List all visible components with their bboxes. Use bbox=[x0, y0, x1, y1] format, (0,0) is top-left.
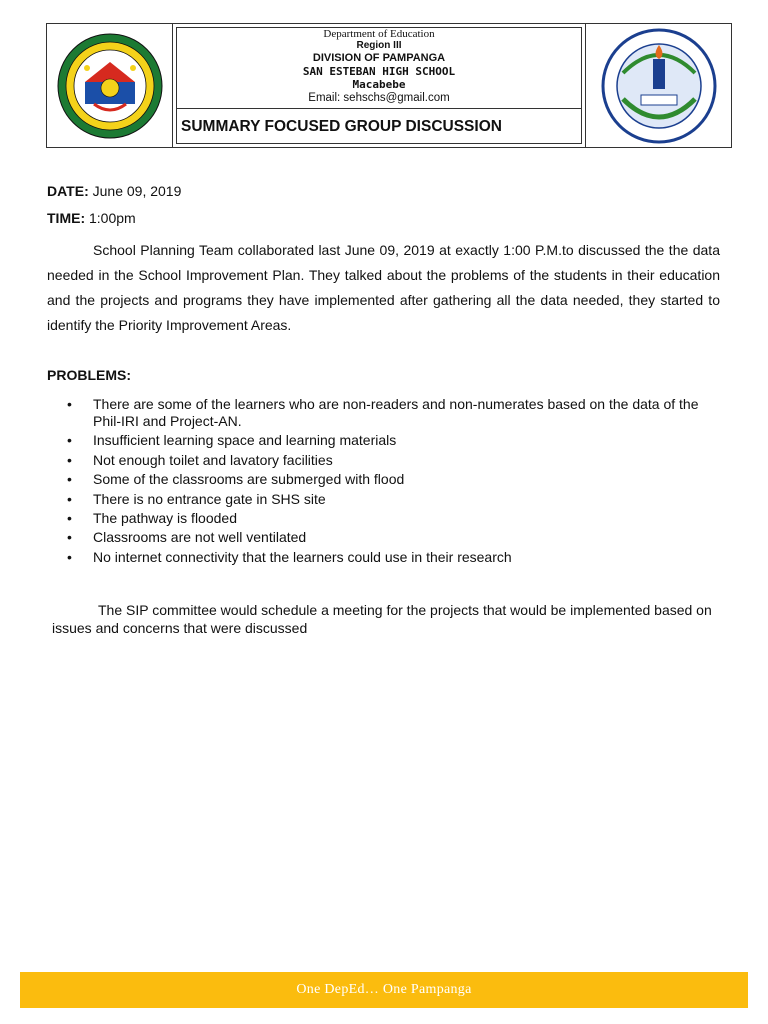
email-address: Email: sehschs@gmail.com bbox=[308, 92, 450, 104]
date-value: June 09, 2019 bbox=[92, 183, 182, 199]
bullet-icon: • bbox=[67, 490, 72, 507]
footer-slogan: One DepEd… One Pampanga bbox=[296, 982, 472, 997]
problem-text: No internet connectivity that the learners could use in their research bbox=[93, 548, 512, 565]
closing-paragraph: The SIP committee would schedule a meeting for the projects that would be implemented based on issues and concerns that were discussed bbox=[52, 602, 712, 636]
school-name: SAN ESTEBAN HIGH SCHOOL bbox=[302, 65, 456, 78]
region-name: Region III bbox=[356, 40, 402, 51]
problems-heading: PROBLEMS: bbox=[47, 367, 131, 383]
division-name: DIVISION OF PAMPANGA bbox=[312, 52, 446, 64]
list-item bbox=[47, 396, 727, 430]
list-item bbox=[47, 510, 727, 527]
list-item bbox=[47, 452, 727, 469]
town-name: Macabebe bbox=[352, 78, 406, 91]
list-item bbox=[47, 529, 727, 546]
san-esteban-school-seal-icon bbox=[598, 27, 720, 145]
right-logo-cell bbox=[585, 24, 731, 147]
bullet-icon: • bbox=[67, 471, 72, 488]
list-item bbox=[47, 549, 727, 566]
list-item bbox=[47, 432, 727, 449]
letterhead-inner-box bbox=[176, 27, 582, 144]
problem-text: There is no entrance gate in SHS site bbox=[93, 490, 326, 507]
bullet-icon: • bbox=[67, 509, 72, 526]
left-logo-cell bbox=[47, 24, 173, 147]
list-item bbox=[47, 491, 727, 508]
document-title: SUMMARY FOCUSED GROUP DISCUSSION bbox=[181, 117, 502, 135]
bullet-icon: • bbox=[67, 548, 72, 565]
time-label: TIME: bbox=[47, 210, 86, 226]
bullet-icon: • bbox=[67, 451, 72, 468]
date-label: DATE: bbox=[47, 183, 89, 199]
problem-text: There are some of the learners who are non-readers and non-numerates based on the data of the Phil-IRI and Project-AN. bbox=[93, 396, 699, 429]
footer-banner bbox=[20, 972, 748, 1008]
letterhead-center bbox=[173, 24, 585, 147]
letterhead bbox=[46, 23, 732, 148]
problem-text: Some of the classrooms are submerged with flood bbox=[93, 471, 405, 488]
bullet-icon: • bbox=[67, 529, 72, 546]
time-value: 1:00pm bbox=[89, 210, 136, 226]
summary-paragraph: School Planning Team collaborated last June 09, 2019 at exactly 1:00 P.M.to discussed the the data needed in the School Improvement Plan. They talked about the problems of the students in their education and the projects and programs they have implemented after gathering all the data needed, they started to identify the Priority Improvement Areas. bbox=[47, 242, 720, 333]
department-name: Department of Education bbox=[323, 28, 435, 40]
time-line bbox=[47, 210, 136, 226]
deped-division-seal-icon bbox=[56, 32, 164, 140]
problem-text: Insufficient learning space and learning materials bbox=[93, 432, 397, 449]
date-line bbox=[47, 183, 181, 199]
problem-text: The pathway is flooded bbox=[93, 509, 237, 526]
problems-list bbox=[47, 396, 727, 568]
list-item bbox=[47, 471, 727, 488]
problem-text: Classrooms are not well ventilated bbox=[93, 529, 307, 546]
bullet-icon: • bbox=[67, 432, 72, 449]
bullet-icon: • bbox=[67, 396, 72, 412]
agency-info bbox=[177, 28, 581, 109]
problem-text: Not enough toilet and lavatory facilities bbox=[93, 451, 333, 468]
